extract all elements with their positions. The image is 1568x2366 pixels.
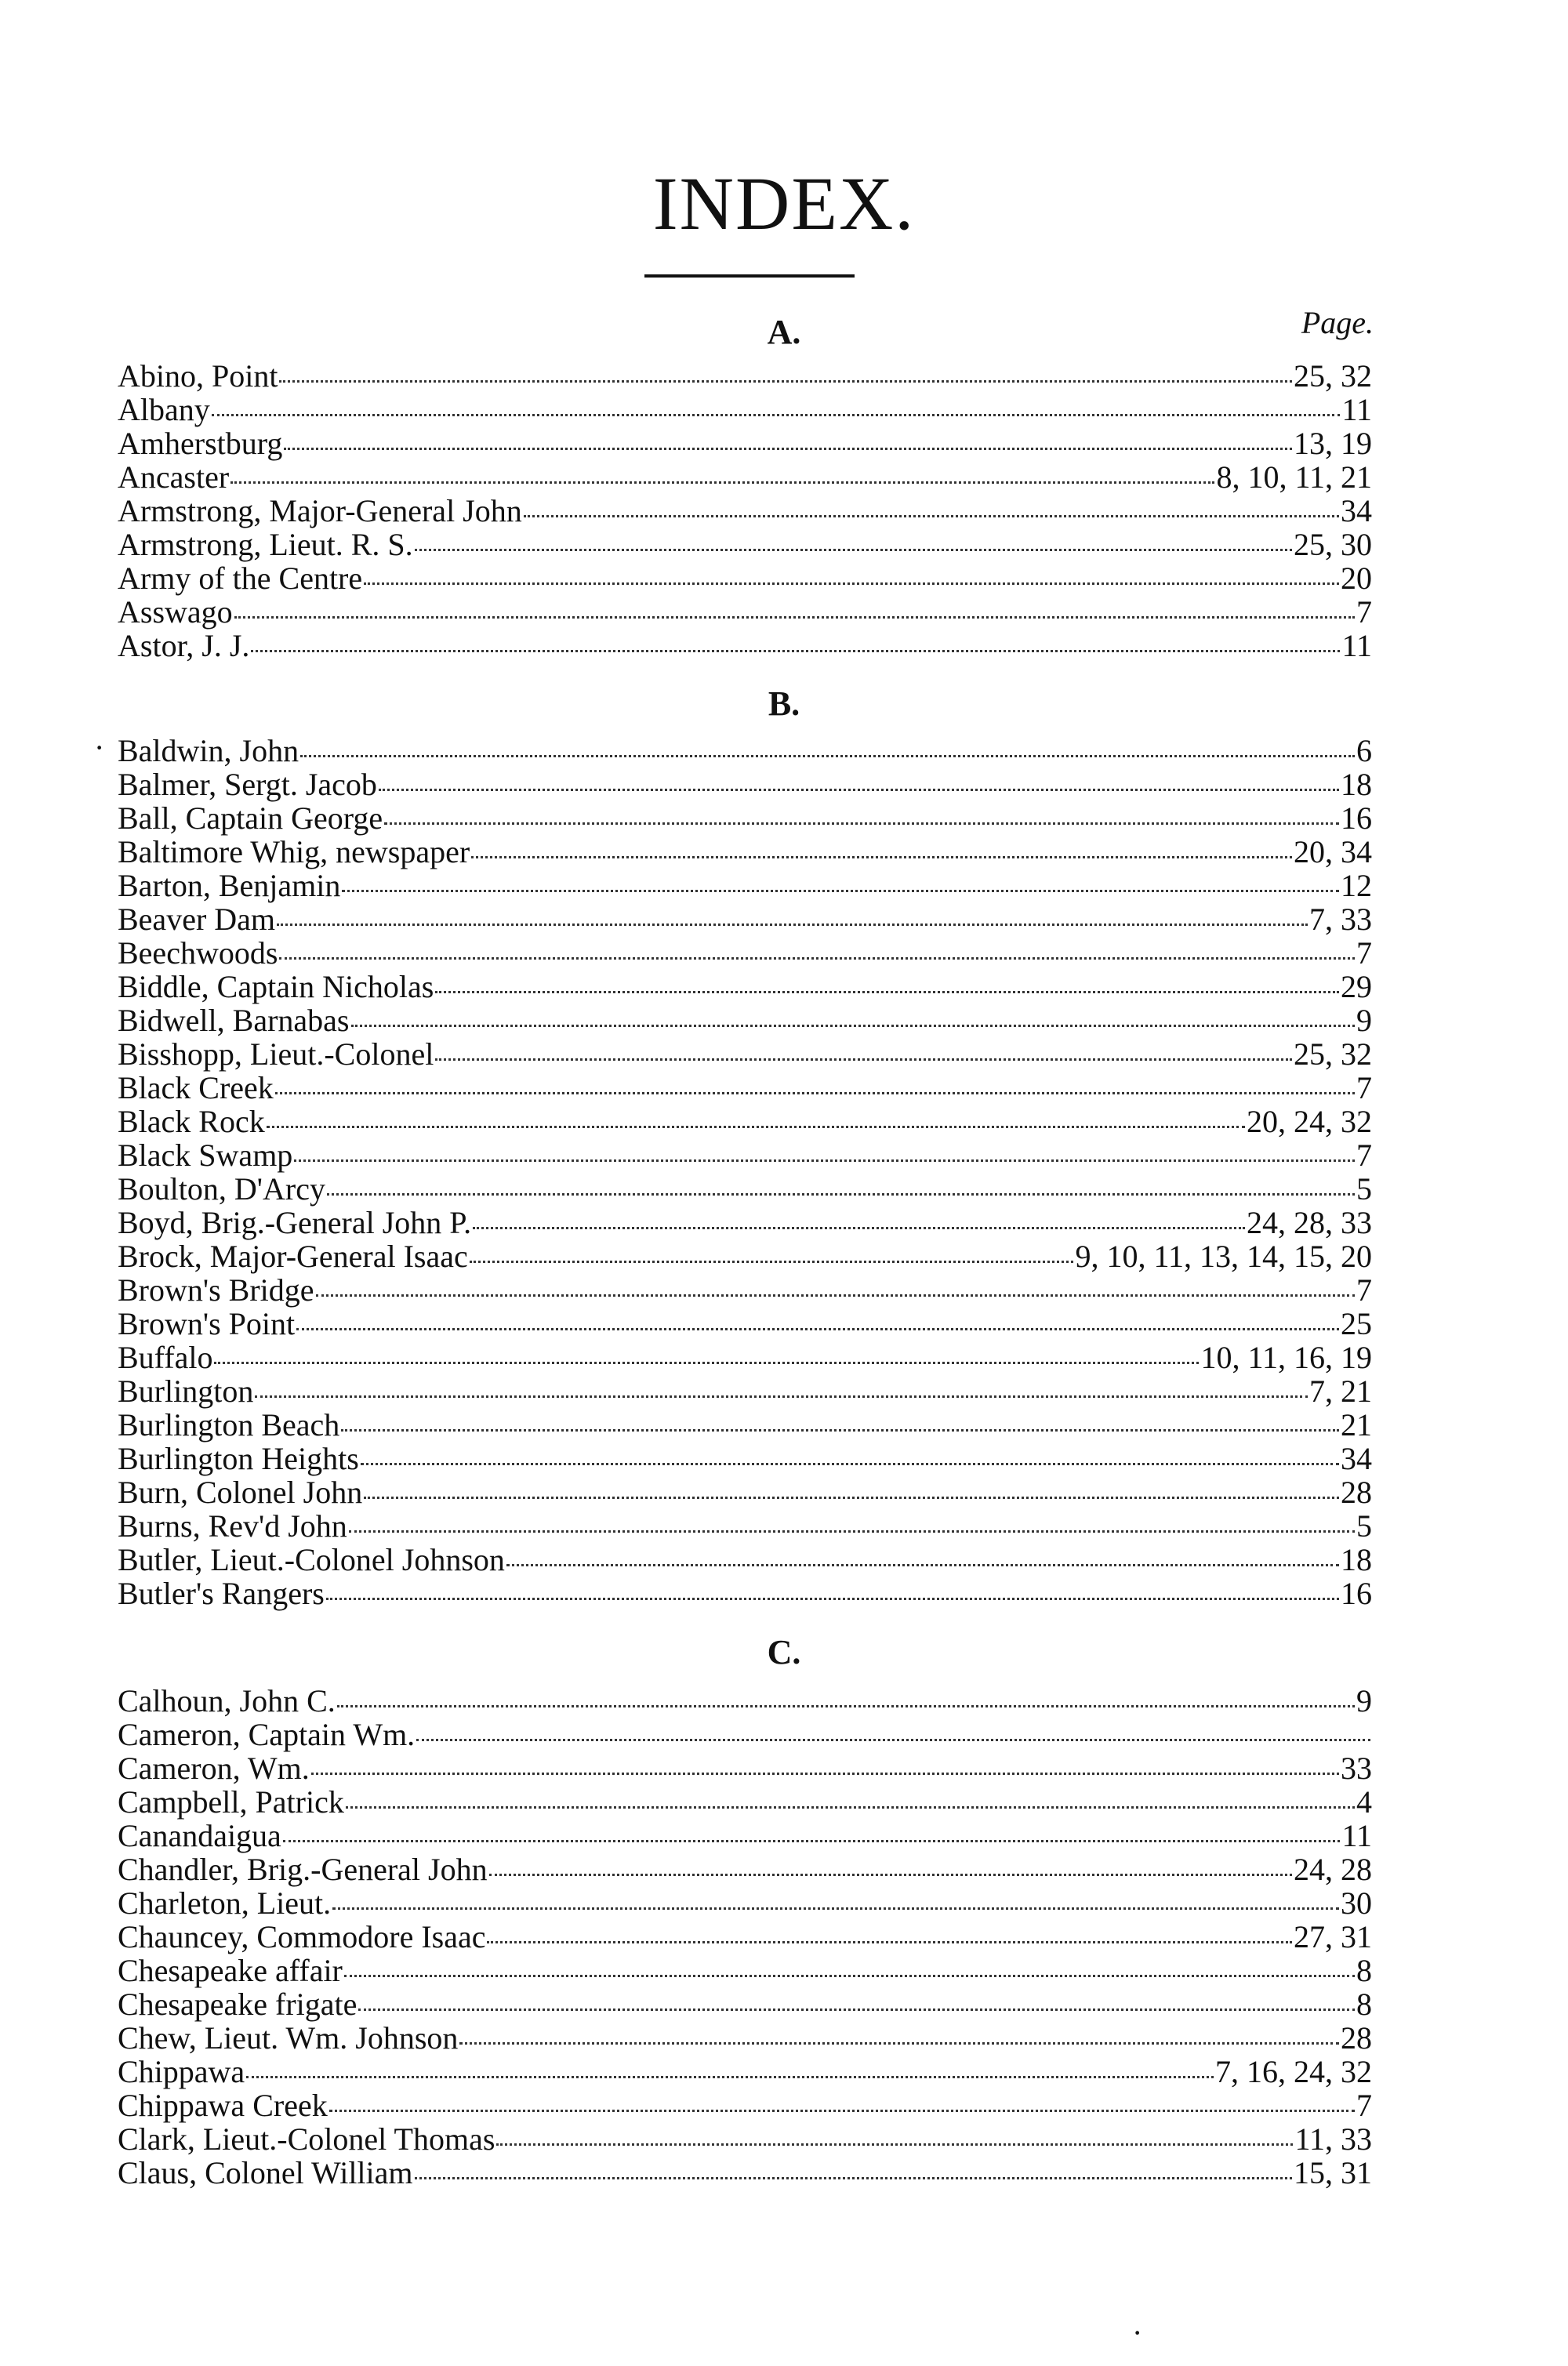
index-entry xyxy=(118,1509,1372,1543)
dot-leader xyxy=(435,991,1339,993)
entries-a xyxy=(118,359,1372,662)
entry-name: Asswago xyxy=(118,594,233,630)
entry-pages: 24, 28, 33 xyxy=(1247,1205,1372,1240)
section-letter-a: A. xyxy=(767,313,801,351)
index-entry xyxy=(118,595,1372,629)
dot-leader xyxy=(496,2143,1293,2146)
dot-leader xyxy=(358,2009,1355,2011)
index-entry xyxy=(118,1577,1372,1610)
dot-leader xyxy=(279,380,1292,383)
entry-name: Butler's Rangers xyxy=(118,1576,325,1611)
entry-pages: 25, 32 xyxy=(1294,1036,1372,1072)
entry-pages: 20 xyxy=(1341,561,1372,596)
dot-leader xyxy=(316,1294,1355,1297)
index-entry xyxy=(118,2156,1372,2190)
index-entry xyxy=(118,1374,1372,1408)
index-entry xyxy=(118,970,1372,1003)
title-rule xyxy=(644,274,855,278)
index-entry xyxy=(118,1886,1372,1920)
entry-pages: 5 xyxy=(1356,1508,1372,1544)
entry-pages: 11 xyxy=(1341,1818,1372,1853)
entry-name: Abino, Point xyxy=(118,358,278,394)
entry-name: Albany xyxy=(118,392,210,427)
index-entry xyxy=(118,1071,1372,1105)
entry-name: Cameron, Wm. xyxy=(118,1751,310,1786)
index-entry xyxy=(118,1987,1372,2021)
entry-pages: 20, 34 xyxy=(1294,834,1372,869)
dot-leader xyxy=(337,1705,1355,1707)
dot-leader xyxy=(326,1598,1339,1600)
entry-pages: 9, 10, 11, 13, 14, 15, 20 xyxy=(1075,1239,1372,1274)
entry-pages: 11 xyxy=(1341,392,1372,427)
entry-pages: 6 xyxy=(1356,733,1372,768)
entry-name: Baldwin, John xyxy=(118,733,299,768)
entry-name: Astor, J. J. xyxy=(118,628,250,663)
entry-pages: 25 xyxy=(1341,1306,1372,1341)
dot-leader xyxy=(364,1497,1339,1499)
index-entry xyxy=(118,460,1372,494)
index-entry xyxy=(118,1684,1372,1718)
entry-name: Boyd, Brig.-General John P. xyxy=(118,1205,472,1240)
index-entry xyxy=(118,1307,1372,1341)
entry-name: Baltimore Whig, newspaper xyxy=(118,834,470,869)
entry-pages: 24, 28 xyxy=(1294,1852,1372,1887)
entry-pages: 5 xyxy=(1356,1171,1372,1207)
entry-name: Barton, Benjamin xyxy=(118,868,341,903)
index-entry xyxy=(118,1442,1372,1475)
index-entry xyxy=(118,1206,1372,1239)
entries-c xyxy=(118,1684,1372,2190)
index-entry xyxy=(118,1408,1372,1442)
dot-leader xyxy=(284,448,1292,450)
entry-name: Burlington Heights xyxy=(118,1441,359,1476)
entry-name: Brown's Bridge xyxy=(118,1272,314,1308)
entry-pages: 7 xyxy=(1356,1138,1372,1173)
dot-leader xyxy=(279,957,1355,960)
entry-name: Biddle, Captain Nicholas xyxy=(118,969,434,1004)
index-entry xyxy=(118,1853,1372,1886)
entry-pages: 25, 30 xyxy=(1294,527,1372,562)
entry-name: Burns, Rev'd John xyxy=(118,1508,347,1544)
entry-name: Bisshopp, Lieut.-Colonel xyxy=(118,1036,434,1072)
entry-pages: 13, 19 xyxy=(1294,426,1372,461)
entry-pages: 8, 10, 11, 21 xyxy=(1216,459,1372,495)
entry-pages: 29 xyxy=(1341,969,1372,1004)
entry-name: Cameron, Captain Wm. xyxy=(118,1717,416,1752)
index-entry xyxy=(118,1475,1372,1509)
dot-leader xyxy=(342,890,1339,892)
dot-leader xyxy=(212,414,1341,416)
entry-name: Brown's Point xyxy=(118,1306,296,1341)
entry-name: Chauncey, Commodore Isaac xyxy=(118,1919,486,1954)
index-entry xyxy=(118,1785,1372,1819)
entry-pages: 33 xyxy=(1341,1751,1372,1786)
entry-name: Ball, Captain George xyxy=(118,800,383,836)
index-entry xyxy=(118,1105,1372,1138)
dot-leader xyxy=(524,515,1339,517)
index-entry xyxy=(118,2055,1372,2088)
dot-leader xyxy=(277,924,1308,926)
stray-dot: · xyxy=(94,730,105,765)
entry-pages: 28 xyxy=(1341,1475,1372,1510)
dot-leader xyxy=(214,1362,1199,1364)
entry-pages: 27, 31 xyxy=(1294,1919,1372,1954)
entry-name: Claus, Colonel William xyxy=(118,2155,413,2190)
entry-name: Chew, Lieut. Wm. Johnson xyxy=(118,2020,459,2056)
entry-name: Brock, Major-General Isaac xyxy=(118,1239,468,1274)
entry-name: Boulton, D'Arcy xyxy=(118,1171,325,1207)
entry-pages: 12 xyxy=(1341,868,1372,903)
dot-leader xyxy=(255,1395,1308,1398)
entry-name: Chesapeake frigate xyxy=(118,1987,358,2022)
entry-name: Butler, Lieut.-Colonel Johnson xyxy=(118,1542,505,1577)
entry-pages: 20, 24, 32 xyxy=(1247,1104,1372,1139)
index-entry xyxy=(118,2122,1372,2156)
dot-leader xyxy=(251,650,1340,652)
dot-leader xyxy=(459,2042,1339,2045)
entry-pages: 10, 11, 16, 19 xyxy=(1200,1340,1372,1375)
entry-name: Chandler, Brig.-General John xyxy=(118,1852,488,1887)
entry-pages: 30 xyxy=(1341,1885,1372,1921)
stray-dot: · xyxy=(1132,2315,1143,2350)
dot-leader xyxy=(329,2110,1355,2112)
dot-leader xyxy=(364,582,1339,585)
entry-name: Army of the Centre xyxy=(118,561,363,596)
index-entry xyxy=(118,902,1372,936)
entry-name: Black Rock xyxy=(118,1104,265,1139)
entry-pages: 4 xyxy=(1356,1784,1372,1820)
index-entry xyxy=(118,734,1372,767)
entry-name: Charleton, Lieut. xyxy=(118,1885,332,1921)
dot-leader xyxy=(470,1261,1074,1263)
index-entry xyxy=(118,2088,1372,2122)
entry-name: Armstrong, Lieut. R. S. xyxy=(118,527,413,562)
entry-name: Clark, Lieut.-Colonel Thomas xyxy=(118,2121,495,2157)
section-letter-b: B. xyxy=(768,684,800,723)
entry-pages: 15, 31 xyxy=(1294,2155,1372,2190)
entry-pages: 11, 33 xyxy=(1294,2121,1372,2157)
index-entry xyxy=(118,561,1372,595)
dot-leader xyxy=(361,1463,1339,1465)
dot-leader xyxy=(300,755,1355,757)
index-entry xyxy=(118,1341,1372,1374)
dot-leader xyxy=(489,1874,1292,1876)
entry-pages: 34 xyxy=(1341,1441,1372,1476)
index-entry xyxy=(118,1273,1372,1307)
dot-leader xyxy=(246,2076,1214,2078)
entry-name: Canandaigua xyxy=(118,1818,281,1853)
dot-leader xyxy=(487,1941,1292,1943)
dot-leader xyxy=(435,1058,1292,1061)
entry-name: Bidwell, Barnabas xyxy=(118,1003,350,1038)
dot-leader xyxy=(332,1907,1339,1910)
index-entry xyxy=(118,1543,1372,1577)
entry-pages: 9 xyxy=(1356,1683,1372,1718)
entry-pages: 7 xyxy=(1356,594,1372,630)
index-entry xyxy=(118,2021,1372,2055)
dot-leader xyxy=(384,822,1339,825)
index-entry xyxy=(118,629,1372,662)
entry-pages: 28 xyxy=(1341,2020,1372,2056)
entry-pages: 7, 21 xyxy=(1309,1374,1372,1409)
entry-pages: 8 xyxy=(1356,1987,1372,2022)
entry-name: Black Swamp xyxy=(118,1138,293,1173)
entry-name: Calhoun, John C. xyxy=(118,1683,336,1718)
index-entry xyxy=(118,426,1372,460)
dot-leader xyxy=(296,1328,1339,1330)
entry-name: Black Creek xyxy=(118,1070,274,1105)
entries-b xyxy=(118,734,1372,1610)
entry-name: Burlington xyxy=(118,1374,254,1409)
dot-leader xyxy=(473,1227,1245,1229)
index-entry xyxy=(118,1003,1372,1037)
entry-pages: 16 xyxy=(1341,800,1372,836)
entry-name: Balmer, Sergt. Jacob xyxy=(118,767,377,802)
index-entry xyxy=(118,1718,1372,1751)
dot-leader xyxy=(416,1739,1370,1741)
index-entry xyxy=(118,801,1372,835)
dot-leader xyxy=(341,1429,1339,1432)
index-entry xyxy=(118,393,1372,426)
index-entry xyxy=(118,528,1372,561)
index-entry xyxy=(118,835,1372,869)
section-letter-c: C. xyxy=(767,1633,801,1671)
index-entry xyxy=(118,1920,1372,1954)
dot-leader xyxy=(506,1564,1339,1566)
entry-pages: 16 xyxy=(1341,1576,1372,1611)
entry-name: Ancaster xyxy=(118,459,230,495)
index-entry xyxy=(118,359,1372,393)
dot-leader xyxy=(275,1092,1355,1094)
entry-name: Buffalo xyxy=(118,1340,213,1375)
dot-leader xyxy=(415,2177,1292,2179)
dot-leader xyxy=(346,1806,1355,1809)
dot-leader xyxy=(230,481,1214,484)
dot-leader xyxy=(267,1126,1245,1128)
entry-name: Campbell, Patrick xyxy=(118,1784,344,1820)
dot-leader xyxy=(349,1530,1355,1533)
index-entry xyxy=(118,936,1372,970)
dot-leader xyxy=(344,1975,1355,1977)
dot-leader xyxy=(234,616,1355,619)
index-entry xyxy=(118,1037,1372,1071)
dot-leader xyxy=(379,789,1339,791)
entry-pages: 18 xyxy=(1341,1542,1372,1577)
page-title: INDEX. xyxy=(652,161,916,245)
entry-pages: 7 xyxy=(1356,935,1372,971)
index-entry xyxy=(118,1819,1372,1853)
dot-leader xyxy=(471,856,1292,858)
index-entry xyxy=(118,1954,1372,1987)
entry-pages: 21 xyxy=(1341,1407,1372,1442)
entry-name: Chesapeake affair xyxy=(118,1953,343,1988)
index-entry xyxy=(118,869,1372,902)
entry-pages: 25, 32 xyxy=(1294,358,1372,394)
page-column-header: Page. xyxy=(1301,305,1374,340)
entry-pages: 11 xyxy=(1341,628,1372,663)
entry-name: Beechwoods xyxy=(118,935,278,971)
entry-name: Amherstburg xyxy=(118,426,283,461)
entry-pages: 7 xyxy=(1356,2088,1372,2123)
index-entry xyxy=(118,767,1372,801)
dot-leader xyxy=(311,1773,1339,1775)
entry-name: Chippawa Creek xyxy=(118,2088,328,2123)
entry-name: Armstrong, Major-General John xyxy=(118,493,522,528)
dot-leader xyxy=(294,1159,1355,1162)
entry-pages: 7 xyxy=(1356,1070,1372,1105)
entry-pages: 18 xyxy=(1341,767,1372,802)
entry-name: Burlington Beach xyxy=(118,1407,340,1442)
entry-name: Chippawa xyxy=(118,2054,245,2089)
entry-name: Burn, Colonel John xyxy=(118,1475,363,1510)
dot-leader xyxy=(327,1193,1355,1196)
entry-pages: 7, 16, 24, 32 xyxy=(1215,2054,1372,2089)
index-entry xyxy=(118,1138,1372,1172)
dot-leader xyxy=(351,1025,1356,1027)
dot-leader xyxy=(415,549,1292,551)
dot-leader xyxy=(283,1840,1341,1842)
entry-pages: 8 xyxy=(1356,1953,1372,1988)
index-entry xyxy=(118,494,1372,528)
entry-name: Beaver Dam xyxy=(118,902,276,937)
index-entry xyxy=(118,1239,1372,1273)
index-entry xyxy=(118,1751,1372,1785)
entry-pages: 7, 33 xyxy=(1309,902,1372,937)
entry-pages: 9 xyxy=(1356,1003,1372,1038)
index-entry xyxy=(118,1172,1372,1206)
entry-pages: 34 xyxy=(1341,493,1372,528)
entry-pages: 7 xyxy=(1356,1272,1372,1308)
